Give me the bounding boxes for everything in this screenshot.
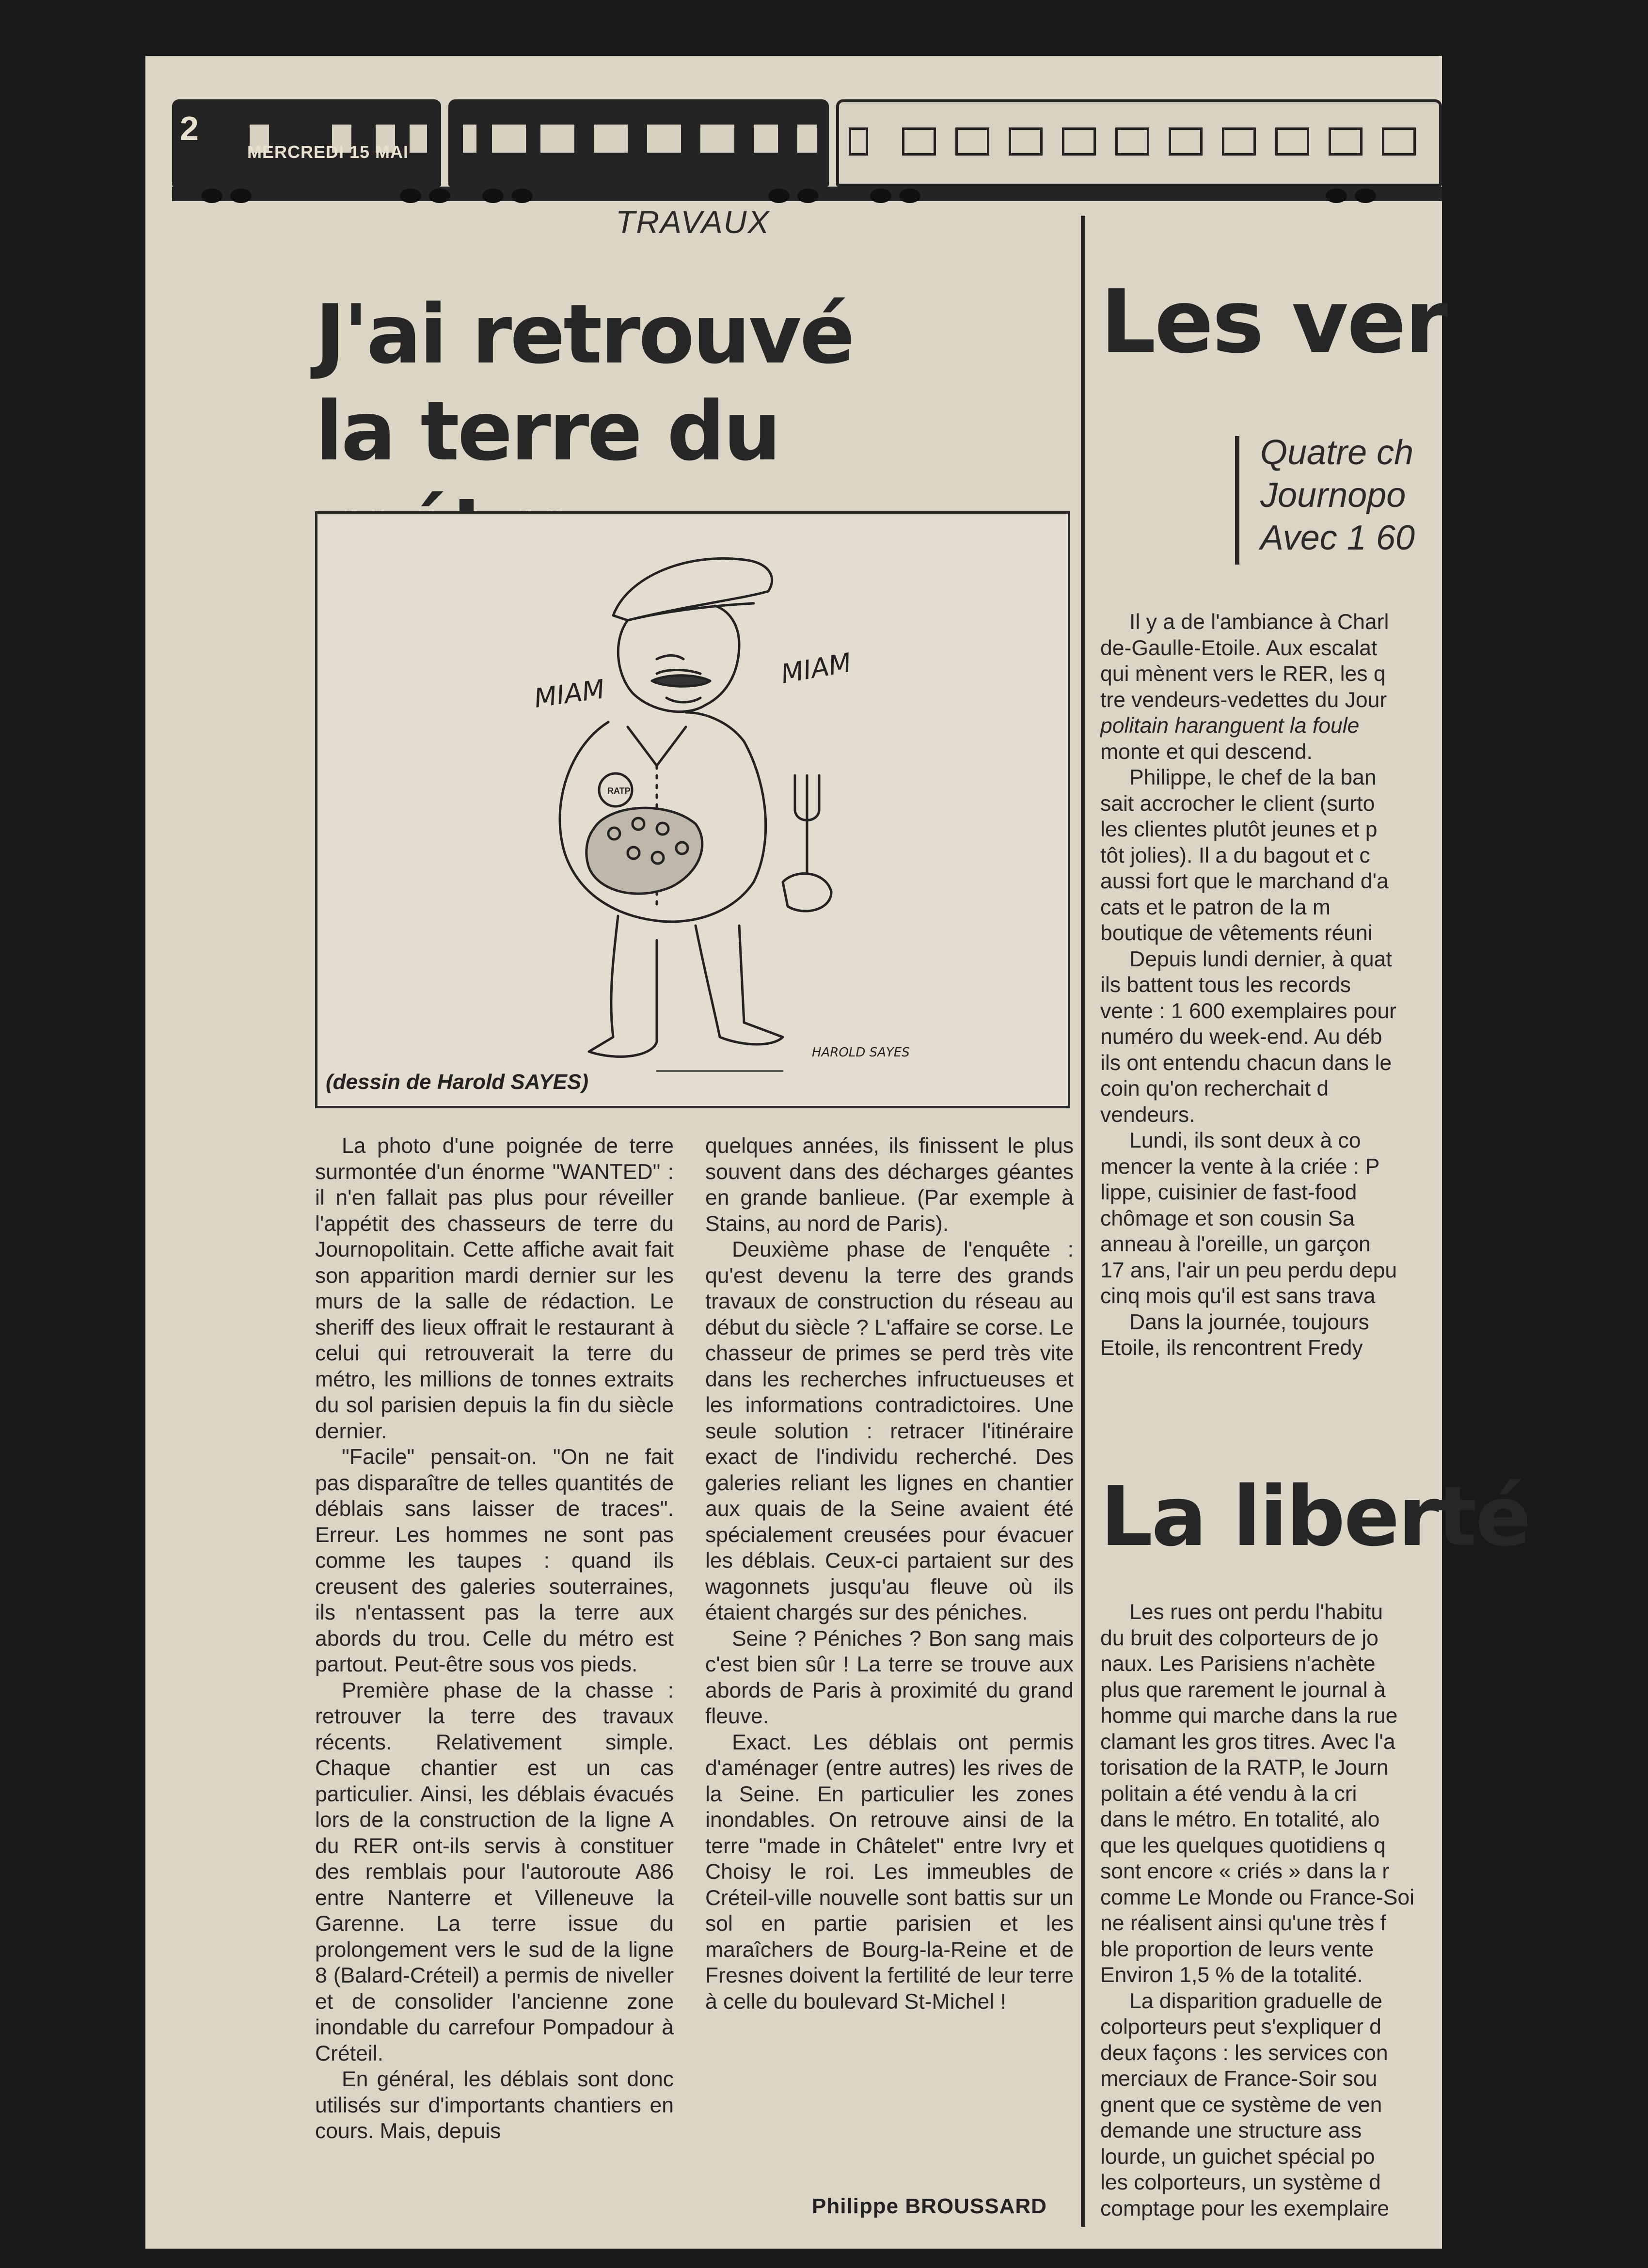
train-wheel [1355,189,1376,203]
cartoon-drawing [317,514,1068,1106]
article-column-1 [315,1133,674,2144]
train-car-3 [836,99,1442,187]
text-line: Environ 1,5 % de la totalité. [1100,1963,1363,1987]
train-wheel [899,189,920,203]
train-window [1275,127,1309,156]
text-line: sait accrocher le client (surto [1100,791,1375,816]
section-label: TRAVAUX [616,204,770,240]
train-window [410,125,427,153]
cartoon-illustration [315,511,1070,1108]
train-wheel [429,189,450,203]
mustache [652,676,710,687]
paragraph: quelques années, ils finissent le plus souvent dans des décharges géantes en grande banlieue. (Par exemple à Stains, au nord de Paris). [705,1134,1074,1236]
article-column-2 [705,1133,1074,2015]
right-article-2-body [1100,1599,1442,2221]
text-line: Lundi, ils sont deux à co [1129,1129,1361,1152]
cap-icon [613,558,772,620]
sound-effect-right: MIAM [778,647,854,690]
train-window [1382,127,1416,156]
train-car-2 [448,99,829,187]
text-line: dans le métro. En totalité, alo [1100,1808,1380,1831]
deck-line: Journopo [1260,476,1406,515]
text-line: aussi fort que le marchand d'a [1100,869,1389,893]
text-line: Depuis lundi dernier, à quat [1129,947,1392,971]
page-number: 2 [180,110,199,147]
author-byline: Philippe BROUSSARD [812,2194,1047,2218]
column-rule [1081,216,1085,2227]
artist-signature: HAROLD SAYES [812,1045,910,1060]
train-window [700,125,734,153]
text-line: lourde, un guichet spécial po [1100,2144,1375,2169]
text-line: tre vendeurs-vedettes du Jour [1100,688,1387,712]
paragraph: En général, les déblais sont donc utilisés sur d'importants chantiers en cours. Mais, depuis [315,2067,674,2143]
text-line: lippe, cuisinier de fast-food [1100,1181,1357,1204]
text-line: mencer la vente à la criée : P [1100,1154,1380,1179]
train-wheel [511,189,533,203]
text-line: cats et le patron de la m [1100,895,1331,919]
train-window [1222,127,1256,156]
text-line: deux façons : les services con [1100,2041,1388,2065]
right-article-deck [1260,431,1415,559]
text-line: merciaux de France-Soir sou [1100,2067,1378,2091]
text-line: coin qu'on recherchait d [1100,1077,1329,1101]
text-line: qui mènent vers le RER, les q [1100,662,1386,686]
text-line: vente : 1 600 exemplaires pour [1100,999,1397,1023]
train-wheel [768,189,790,203]
train-wheel [230,189,252,203]
text-line: Philippe, le chef de la ban [1129,766,1377,789]
train-wheel [797,189,819,203]
text-line: de-Gaulle-Etoile. Aux escalat [1100,636,1378,660]
text-line: chômage et son cousin Sa [1100,1206,1355,1230]
text-line: monte et qui descend. [1100,740,1313,764]
text-line: colporteurs peut s'expliquer d [1100,2015,1381,2039]
text-line: politain haranguent la foule [1100,714,1360,738]
paragraph: Exact. Les déblais ont permis d'aménager (entre autres) les rives de la Seine. En particulier les zones inondables. On retrouve ainsi de la terre "made in Châtelet" entre Ivry et Choisy le roi. Les immeubles de Créteil-ville nouvelle sont battis sur un sol en partie parisien et les maraîchers de Bourg-la-Reine et de Fresnes doivent la fertilité de leur terre à celle du boulevard St-Michel ! [705,1730,1074,2014]
train-header-band [172,99,1442,204]
headline-line-1: J'ai retrouvé [315,287,853,382]
text-line: ble proportion de leurs vente [1100,1937,1374,1961]
train-window [1169,127,1203,156]
cartoon-caption: (dessin de Harold SAYES) [326,1070,588,1094]
train-window [955,127,989,156]
deck-rule [1235,436,1239,565]
text-line: les colporteurs, un système d [1100,2171,1381,2194]
train-window [594,125,628,153]
paragraph: Première phase de la chasse : retrouver la terre des travaux récents. Relativement simple. Chaque chantier est un cas particulier. Ainsi, les déblais évacués lors de la construction de la ligne A du RER ont-ils servis à constituer des remblais pour l'autoroute A86 entre Nanterre et Villeneuve la Garenne. La terre issue du prolongement vers le sud de la ligne 8 (Balard-Créteil) a permis de niveller et de consolider l'ancienne zone inondable du carrefour Pompadour à Créteil. [315,1678,674,2065]
scan-background-top [145,0,1442,56]
text-line: sont encore « criés » dans la r [1100,1859,1390,1883]
text-line: les clientes plutôt jeunes et p [1100,818,1378,841]
train-window [1329,127,1363,156]
paragraph: Seine ? Péniches ? Bon sang mais c'est bien sûr ! La terre se trouve aux abords de Paris à proximité du grand fleuve. [705,1626,1074,1728]
legs [589,916,783,1056]
text-line: comme Le Monde ou France-Soi [1100,1885,1415,1909]
text-line: Etoile, ils rencontrent Fredy [1100,1336,1363,1360]
text-line: demande une structure ass [1100,2119,1362,2142]
text-line: Les rues ont perdu l'habitu [1129,1600,1383,1624]
train-wheel [400,189,421,203]
text-line: clamant les gros titres. Avec l'a [1100,1730,1395,1754]
text-line: numéro du week-end. Au déb [1100,1025,1382,1049]
text-line: Dans la journée, toujours [1129,1310,1369,1334]
badge-text: RATP [607,786,631,796]
text-line: 17 ans, l'air un peu perdu depu [1100,1258,1397,1282]
paragraph: La photo d'une poignée de terre surmontée d'un énorme "WANTED" : il n'en fallait pas plus pour réveiller l'appétit des chasseurs de terre du Journopolitain. Cette affiche avait fait son apparition mardi dernier sur les murs de la salle de rédaction. Le sheriff des lieux offrait le restaurant à celui qui retrouverait la terre du métro, les millions de tonnes extraits du sol parisien depuis la fin du siècle dernier. [315,1134,674,1443]
sound-effect-left: MIAM [532,674,607,714]
text-line: homme qui marche dans la rue [1100,1704,1398,1728]
text-line: ils ont entendu chacun dans le [1100,1051,1392,1075]
text-line: que les quelques quotidiens q [1100,1833,1386,1858]
headline-line-2: la terre du [315,384,779,479]
train-window [902,127,936,156]
train-wheel [201,189,222,203]
scan-background-right [1442,0,1648,2268]
text-line: cinq mois qu'il est sans trava [1100,1284,1376,1308]
text-line: tôt jolies). Il a du bagout et c [1100,843,1370,867]
face-outline [618,606,739,712]
text-line: torisation de la RATP, le Journ [1100,1756,1389,1780]
text-line: comptage pour les exemplaire [1100,2196,1390,2221]
text-line: La disparition graduelle de [1129,1989,1383,2013]
train-window [463,125,476,153]
paragraph: Deuxième phase de l'enquête : qu'est devenu la terre des grands travaux de construction du réseau au début du siècle ? L'affaire se corse. Le chasseur de primes se perd très vite dans les recherches infructueuses et les informations contradictoires. Une seule solution : retracer l'itinéraire exact de l'individu recherché. Des galeries reliant les lignes en chantier aux quais de la Seine avaient été spécialement creusées pour évacuer les déblais. Ceux-ci partaient sur des wagonnets jusqu'au fleuve où ils étaient chargés sur des péniches. [705,1238,1074,1624]
paragraph: "Facile" pensait-on. "On ne fait pas disparaître de telles quantités de déblais sans laisser de traces". Erreur. Les hommes ne sont pas comme les taupes : quand ils creusent des galeries souterraines, ils n'entassent pas la terre aux abords du trou. Celle du métro est partout. Peut-être sous vos pieds. [315,1445,674,1676]
train-window [849,127,868,156]
text-line: ils battent tous les records [1100,973,1351,997]
text-line: politain a été vendu à la cri [1100,1781,1357,1806]
text-line: vendeurs. [1100,1102,1195,1127]
text-line: plus que rarement le journal à [1100,1678,1386,1702]
train-window [1115,127,1149,156]
train-window [754,125,778,153]
text-line: ne réalisent ainsi qu'une très f [1100,1911,1386,1935]
right-article-body [1100,609,1442,1361]
text-line: Il y a de l'ambiance à Charl [1129,610,1389,634]
text-line: boutique de vêtements réuni [1100,921,1373,945]
deck-line: Avec 1 60 [1260,519,1415,557]
text-line: gnent que ce système de ven [1100,2093,1382,2117]
train-wheel [482,189,504,203]
train-window [797,125,817,153]
right-article-2-headline: La liberté [1100,1469,1530,1565]
train-wheel [1326,189,1347,203]
train-window [647,125,681,153]
train-window [540,125,574,153]
text-line: du bruit des colporteurs de jo [1100,1626,1379,1650]
train-window [492,125,526,153]
train-wheel [870,189,891,203]
right-article-headline: Les ver [1100,271,1446,373]
issue-date: MERCREDI 15 MAI [247,142,409,162]
deck-line: Quatre ch [1260,433,1414,472]
train-window [1062,127,1096,156]
text-line: naux. Les Parisiens n'achète [1100,1652,1376,1676]
train-window [1009,127,1043,156]
text-line: anneau à l'oreille, un garçon [1100,1232,1371,1256]
